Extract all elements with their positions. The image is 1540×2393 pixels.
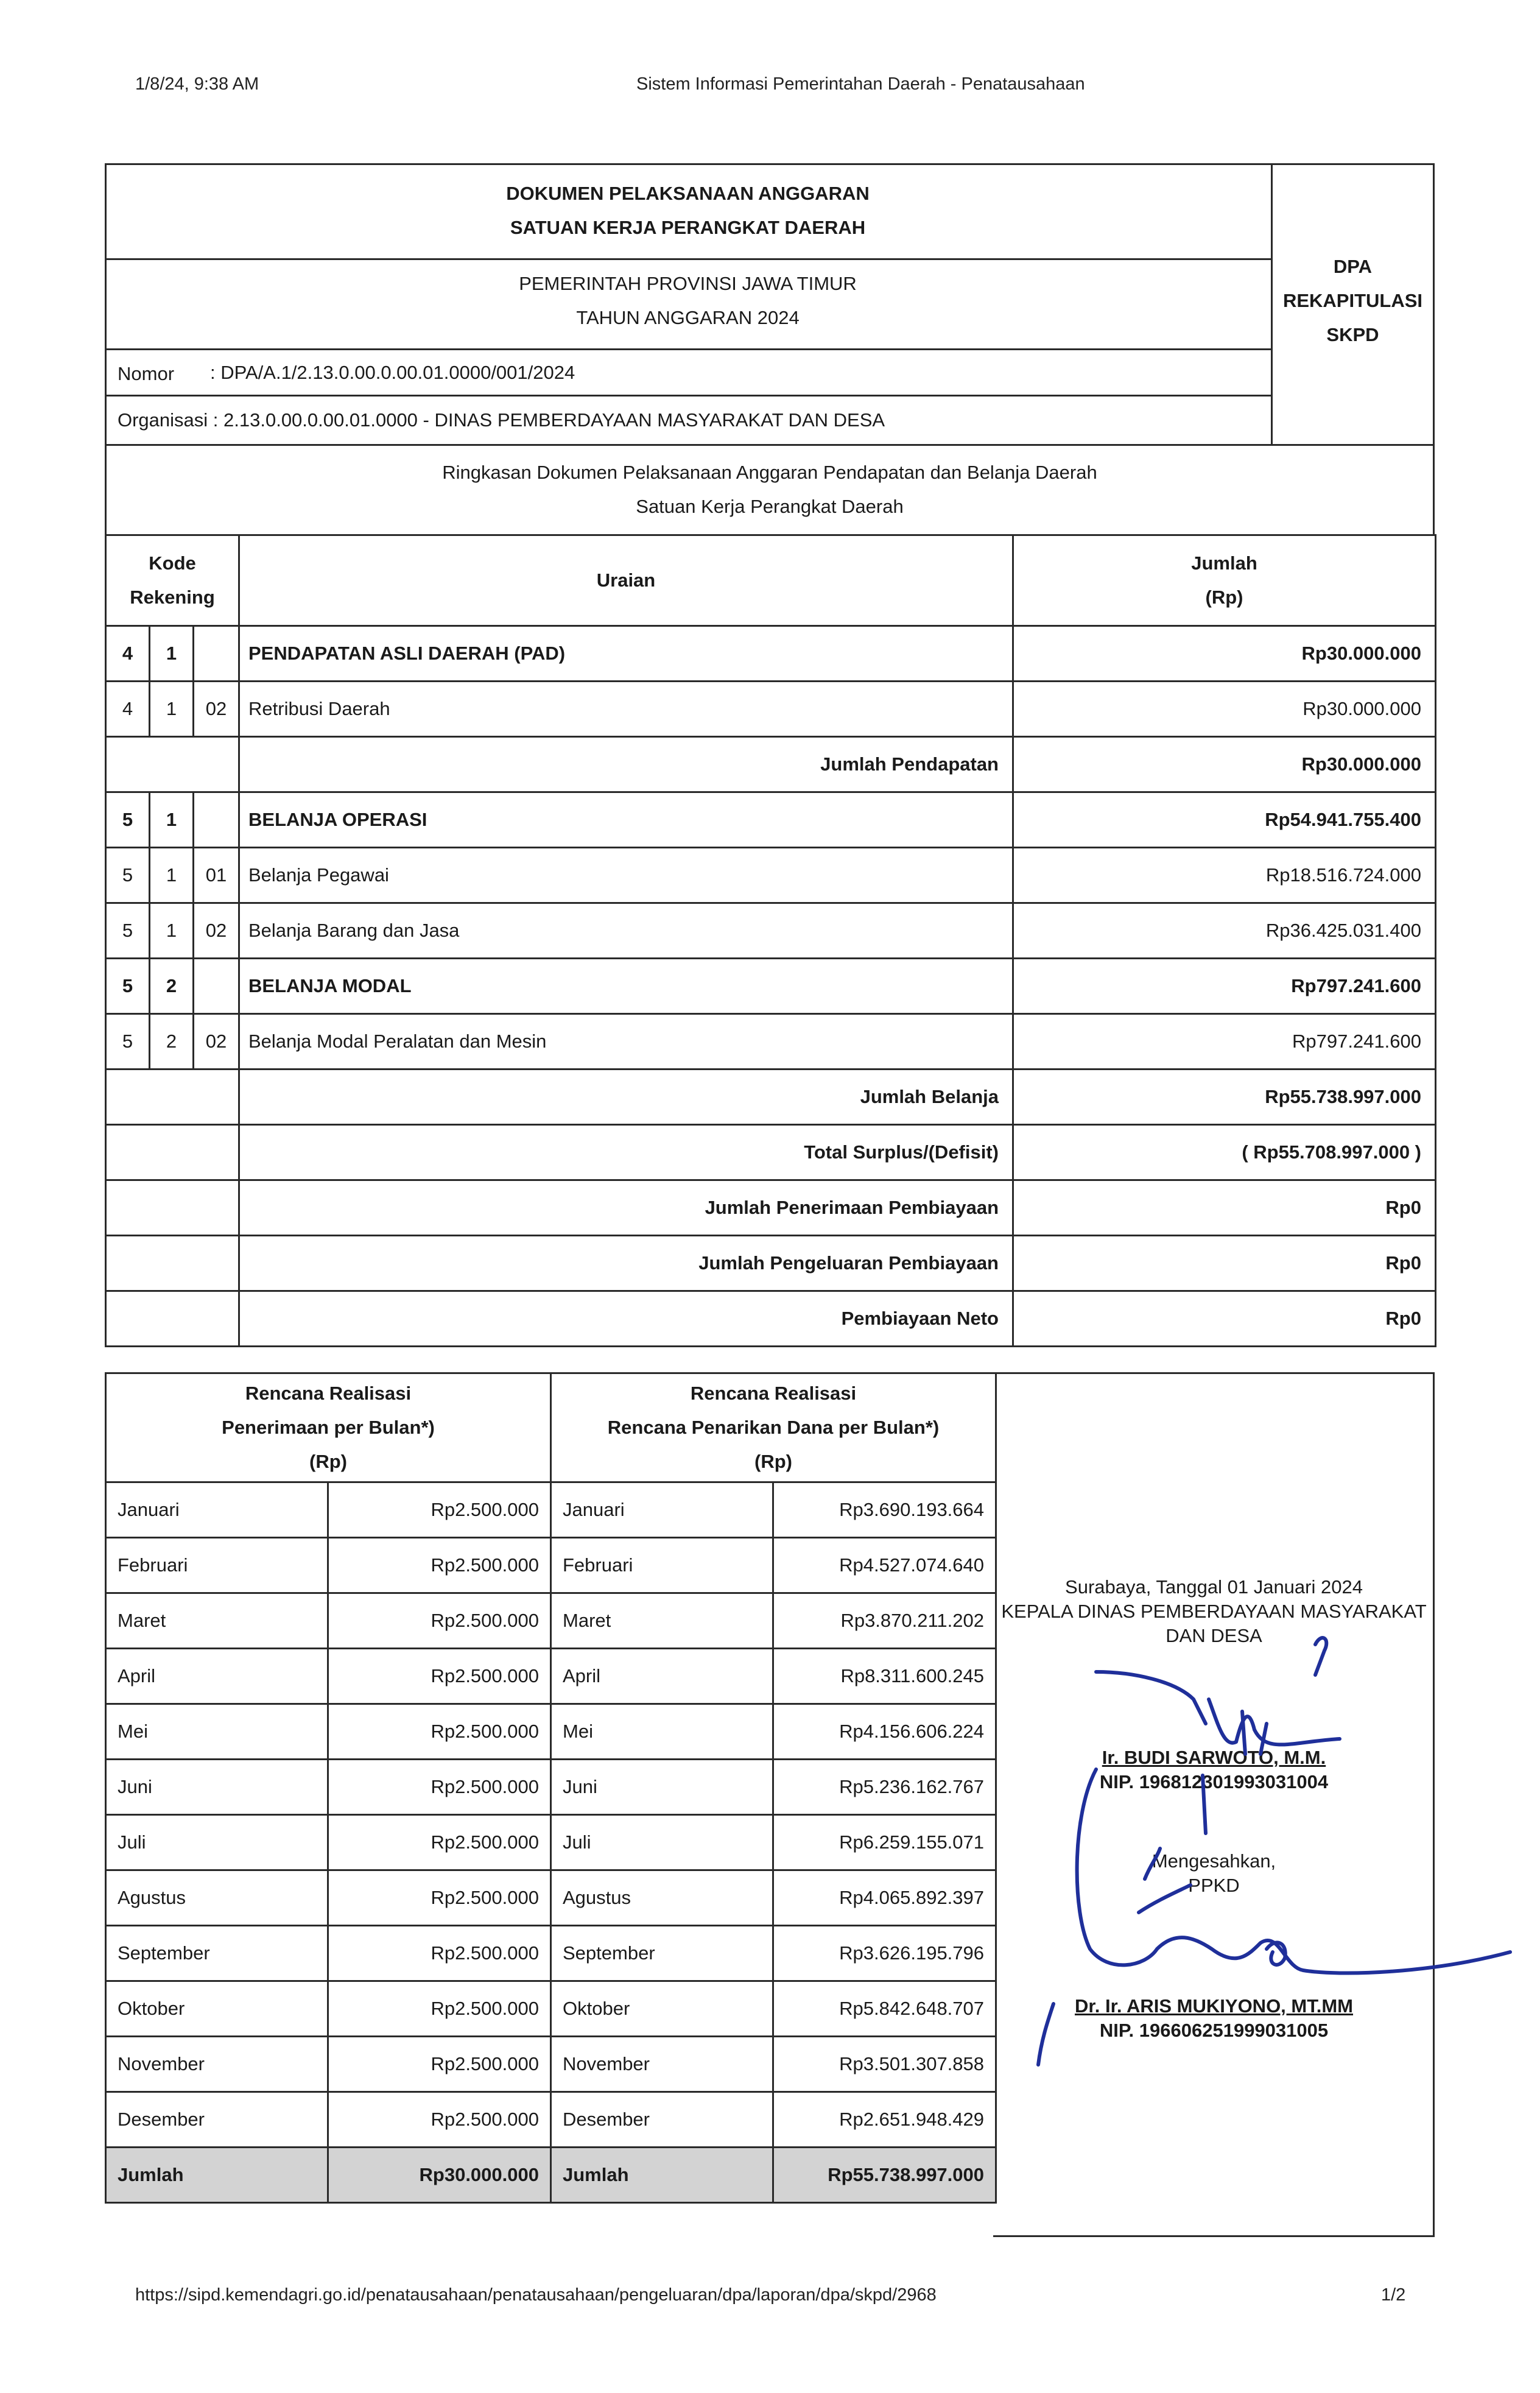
penarikan-value: Rp4.065.892.397: [773, 1870, 996, 1926]
row-uraian: Total Surplus/(Defisit): [239, 1125, 1013, 1180]
row-jumlah: Rp797.241.600: [1013, 959, 1436, 1014]
row-uraian: Belanja Barang dan Jasa: [239, 903, 1013, 959]
month-label: November: [106, 2037, 328, 2092]
header-jumlah: Jumlah (Rp): [1013, 535, 1436, 626]
kode-jenis: 02: [194, 682, 239, 737]
month-label: Juni: [551, 1760, 773, 1815]
penerimaan-value: Rp2.500.000: [328, 2037, 551, 2092]
month-label: Desember: [106, 2092, 328, 2148]
kode-akun: 4: [106, 626, 150, 682]
sign-approve-ppkd: PPKD: [1188, 1875, 1240, 1896]
doc-title-line1: DOKUMEN PELAKSANAAN ANGGARAN: [506, 183, 870, 204]
sign-nip-kepala: NIP. 196812301993031004: [1099, 1771, 1329, 1792]
month-label: Oktober: [551, 1981, 773, 2037]
kode-akun: 5: [106, 848, 150, 903]
row-uraian: Retribusi Daerah: [239, 682, 1013, 737]
row-uraian: Belanja Pegawai: [239, 848, 1013, 903]
side-label-skpd: SKPD: [1326, 324, 1379, 345]
kode-jenis: 02: [194, 903, 239, 959]
sign-name-ppkd: Dr. Ir. ARIS MUKIYONO, MT.MM: [1075, 1995, 1353, 2017]
month-label: Juli: [106, 1815, 328, 1870]
sign-position-line1: KEPALA DINAS PEMBERDAYAAN MASYARAKAT: [1001, 1601, 1427, 1622]
summary-line2: Satuan Kerja Perangkat Daerah: [636, 496, 904, 517]
header-kode-rekening: Kode Rekening: [106, 535, 239, 626]
row-uraian: Jumlah Pengeluaran Pembiayaan: [239, 1236, 1013, 1291]
penarikan-value: Rp5.236.162.767: [773, 1760, 996, 1815]
signature-stroke: [1096, 1672, 1206, 1724]
header-uraian: Uraian: [239, 535, 1013, 626]
row-uraian: Belanja Modal Peralatan dan Mesin: [239, 1014, 1013, 1070]
kode-jenis: 02: [194, 1014, 239, 1070]
row-uraian: Pembiayaan Neto: [239, 1291, 1013, 1347]
sign-approve-label: Mengesahkan,: [1151, 1850, 1276, 1872]
row-uraian: PENDAPATAN ASLI DAERAH (PAD): [239, 626, 1013, 682]
header-penarikan: Rencana Realisasi Rencana Penarikan Dana per Bulan*) (Rp): [551, 1373, 996, 1482]
month-label: Juli: [551, 1815, 773, 1870]
total-label: Jumlah: [551, 2148, 773, 2203]
month-label: September: [551, 1926, 773, 1981]
signature-stroke: [1145, 1848, 1160, 1879]
row-jumlah: Rp30.000.000: [1013, 682, 1436, 737]
row-jumlah: Rp30.000.000: [1013, 626, 1436, 682]
summary-line1: Ringkasan Dokumen Pelaksanaan Anggaran Pendapatan dan Belanja Daerah: [442, 462, 1097, 483]
print-page-number: 1/2: [1381, 2285, 1406, 2305]
row-jumlah: Rp36.425.031.400: [1013, 903, 1436, 959]
row-jumlah: Rp0: [1013, 1180, 1436, 1236]
month-label: Maret: [106, 1593, 328, 1649]
month-label: Januari: [551, 1482, 773, 1538]
sign-place-date: Surabaya, Tanggal 01 Januari 2024: [1065, 1576, 1363, 1598]
kode-akun: 4: [106, 682, 150, 737]
kode-kelompok: 2: [150, 1014, 194, 1070]
kode-akun: 5: [106, 903, 150, 959]
print-datetime: 1/8/24, 9:38 AM: [135, 74, 259, 94]
penerimaan-value: Rp2.500.000: [328, 1760, 551, 1815]
month-label: Agustus: [551, 1870, 773, 1926]
month-label: Oktober: [106, 1981, 328, 2037]
kode-kelompok: 1: [150, 626, 194, 682]
kode-akun: 5: [106, 1014, 150, 1070]
penerimaan-value: Rp2.500.000: [328, 1482, 551, 1538]
row-uraian: Jumlah Pendapatan: [239, 737, 1013, 792]
sign-nip-ppkd: NIP. 196606251999031005: [1099, 2020, 1329, 2041]
signature-stroke: [1209, 1699, 1340, 1744]
kode-kelompok: 2: [150, 959, 194, 1014]
penerimaan-value: Rp2.500.000: [328, 2092, 551, 2148]
row-jumlah: ( Rp55.708.997.000 ): [1013, 1125, 1436, 1180]
row-uraian: Jumlah Belanja: [239, 1070, 1013, 1125]
total-penerimaan: Rp30.000.000: [328, 2148, 551, 2203]
row-uraian: BELANJA OPERASI: [239, 792, 1013, 848]
penerimaan-value: Rp2.500.000: [328, 1870, 551, 1926]
sign-name-kepala: Ir. BUDI SARWOTO, M.M.: [1102, 1747, 1326, 1768]
penarikan-value: Rp4.156.606.224: [773, 1704, 996, 1760]
row-uraian: Jumlah Penerimaan Pembiayaan: [239, 1180, 1013, 1236]
row-jumlah: Rp55.738.997.000: [1013, 1070, 1436, 1125]
month-label: November: [551, 2037, 773, 2092]
row-jumlah: Rp797.241.600: [1013, 1014, 1436, 1070]
side-label-rekapitulasi: REKAPITULASI: [1282, 290, 1423, 311]
nomor-label: Nomor: [118, 363, 175, 384]
month-label: Mei: [106, 1704, 328, 1760]
penerimaan-value: Rp2.500.000: [328, 1704, 551, 1760]
penerimaan-value: Rp2.500.000: [328, 1926, 551, 1981]
signature-stroke: [1038, 2004, 1053, 2065]
doc-title-line2: SATUAN KERJA PERANGKAT DAERAH: [510, 217, 866, 238]
organisasi: Organisasi : 2.13.0.00.0.00.01.0000 - DINAS PEMBERDAYAAN MASYARAKAT DAN DESA: [118, 409, 885, 431]
month-label: Februari: [106, 1538, 328, 1593]
penerimaan-value: Rp2.500.000: [328, 1981, 551, 2037]
penerimaan-value: Rp2.500.000: [328, 1649, 551, 1704]
sign-position-line2: DAN DESA: [1166, 1625, 1262, 1646]
total-label: Jumlah: [106, 2148, 328, 2203]
kode-akun: 5: [106, 792, 150, 848]
month-label: Juni: [106, 1760, 328, 1815]
penerimaan-value: Rp2.500.000: [328, 1815, 551, 1870]
signature-stroke: [1203, 1775, 1206, 1833]
nomor-value: : DPA/A.1/2.13.0.00.0.00.01.0000/001/2024: [210, 362, 575, 383]
penarikan-value: Rp6.259.155.071: [773, 1815, 996, 1870]
penarikan-value: Rp3.690.193.664: [773, 1482, 996, 1538]
signature-stroke: [1077, 1769, 1510, 1973]
kode-kelompok: 1: [150, 848, 194, 903]
penarikan-value: Rp2.651.948.429: [773, 2092, 996, 2148]
month-label: April: [551, 1649, 773, 1704]
kode-kelompok: 1: [150, 903, 194, 959]
row-uraian: BELANJA MODAL: [239, 959, 1013, 1014]
signature-stroke: [1139, 1885, 1190, 1912]
kode-jenis: 01: [194, 848, 239, 903]
print-url: https://sipd.kemendagri.go.id/penatausahaan/penatausahaan/pengeluaran/dpa/laporan/dpa/skpd/2968: [135, 2285, 937, 2305]
row-jumlah: Rp0: [1013, 1291, 1436, 1347]
header-penerimaan: Rencana Realisasi Penerimaan per Bulan*) (Rp): [106, 1373, 551, 1482]
month-label: Mei: [551, 1704, 773, 1760]
penarikan-value: Rp4.527.074.640: [773, 1538, 996, 1593]
penarikan-value: Rp3.501.307.858: [773, 2037, 996, 2092]
month-label: Agustus: [106, 1870, 328, 1926]
penerimaan-value: Rp2.500.000: [328, 1538, 551, 1593]
side-label-dpa: DPA: [1333, 256, 1373, 277]
penerimaan-value: Rp2.500.000: [328, 1593, 551, 1649]
penarikan-value: Rp3.626.195.796: [773, 1926, 996, 1981]
kode-kelompok: 1: [150, 682, 194, 737]
total-penarikan: Rp55.738.997.000: [773, 2148, 996, 2203]
penarikan-value: Rp3.870.211.202: [773, 1593, 996, 1649]
gov-line1: PEMERINTAH PROVINSI JAWA TIMUR: [519, 273, 857, 294]
row-jumlah: Rp18.516.724.000: [1013, 848, 1436, 903]
month-label: September: [106, 1926, 328, 1981]
signature-stroke: [1315, 1638, 1326, 1675]
row-jumlah: Rp0: [1013, 1236, 1436, 1291]
month-label: Februari: [551, 1538, 773, 1593]
row-jumlah: Rp30.000.000: [1013, 737, 1436, 792]
month-label: April: [106, 1649, 328, 1704]
month-label: Januari: [106, 1482, 328, 1538]
kode-kelompok: 1: [150, 792, 194, 848]
kode-akun: 5: [106, 959, 150, 1014]
penarikan-value: Rp8.311.600.245: [773, 1649, 996, 1704]
print-system-title: Sistem Informasi Pemerintahan Daerah - Penatausahaan: [636, 74, 1085, 94]
month-label: Desember: [551, 2092, 773, 2148]
month-label: Maret: [551, 1593, 773, 1649]
penarikan-value: Rp5.842.648.707: [773, 1981, 996, 2037]
gov-line2: TAHUN ANGGARAN 2024: [576, 307, 800, 328]
row-jumlah: Rp54.941.755.400: [1013, 792, 1436, 848]
